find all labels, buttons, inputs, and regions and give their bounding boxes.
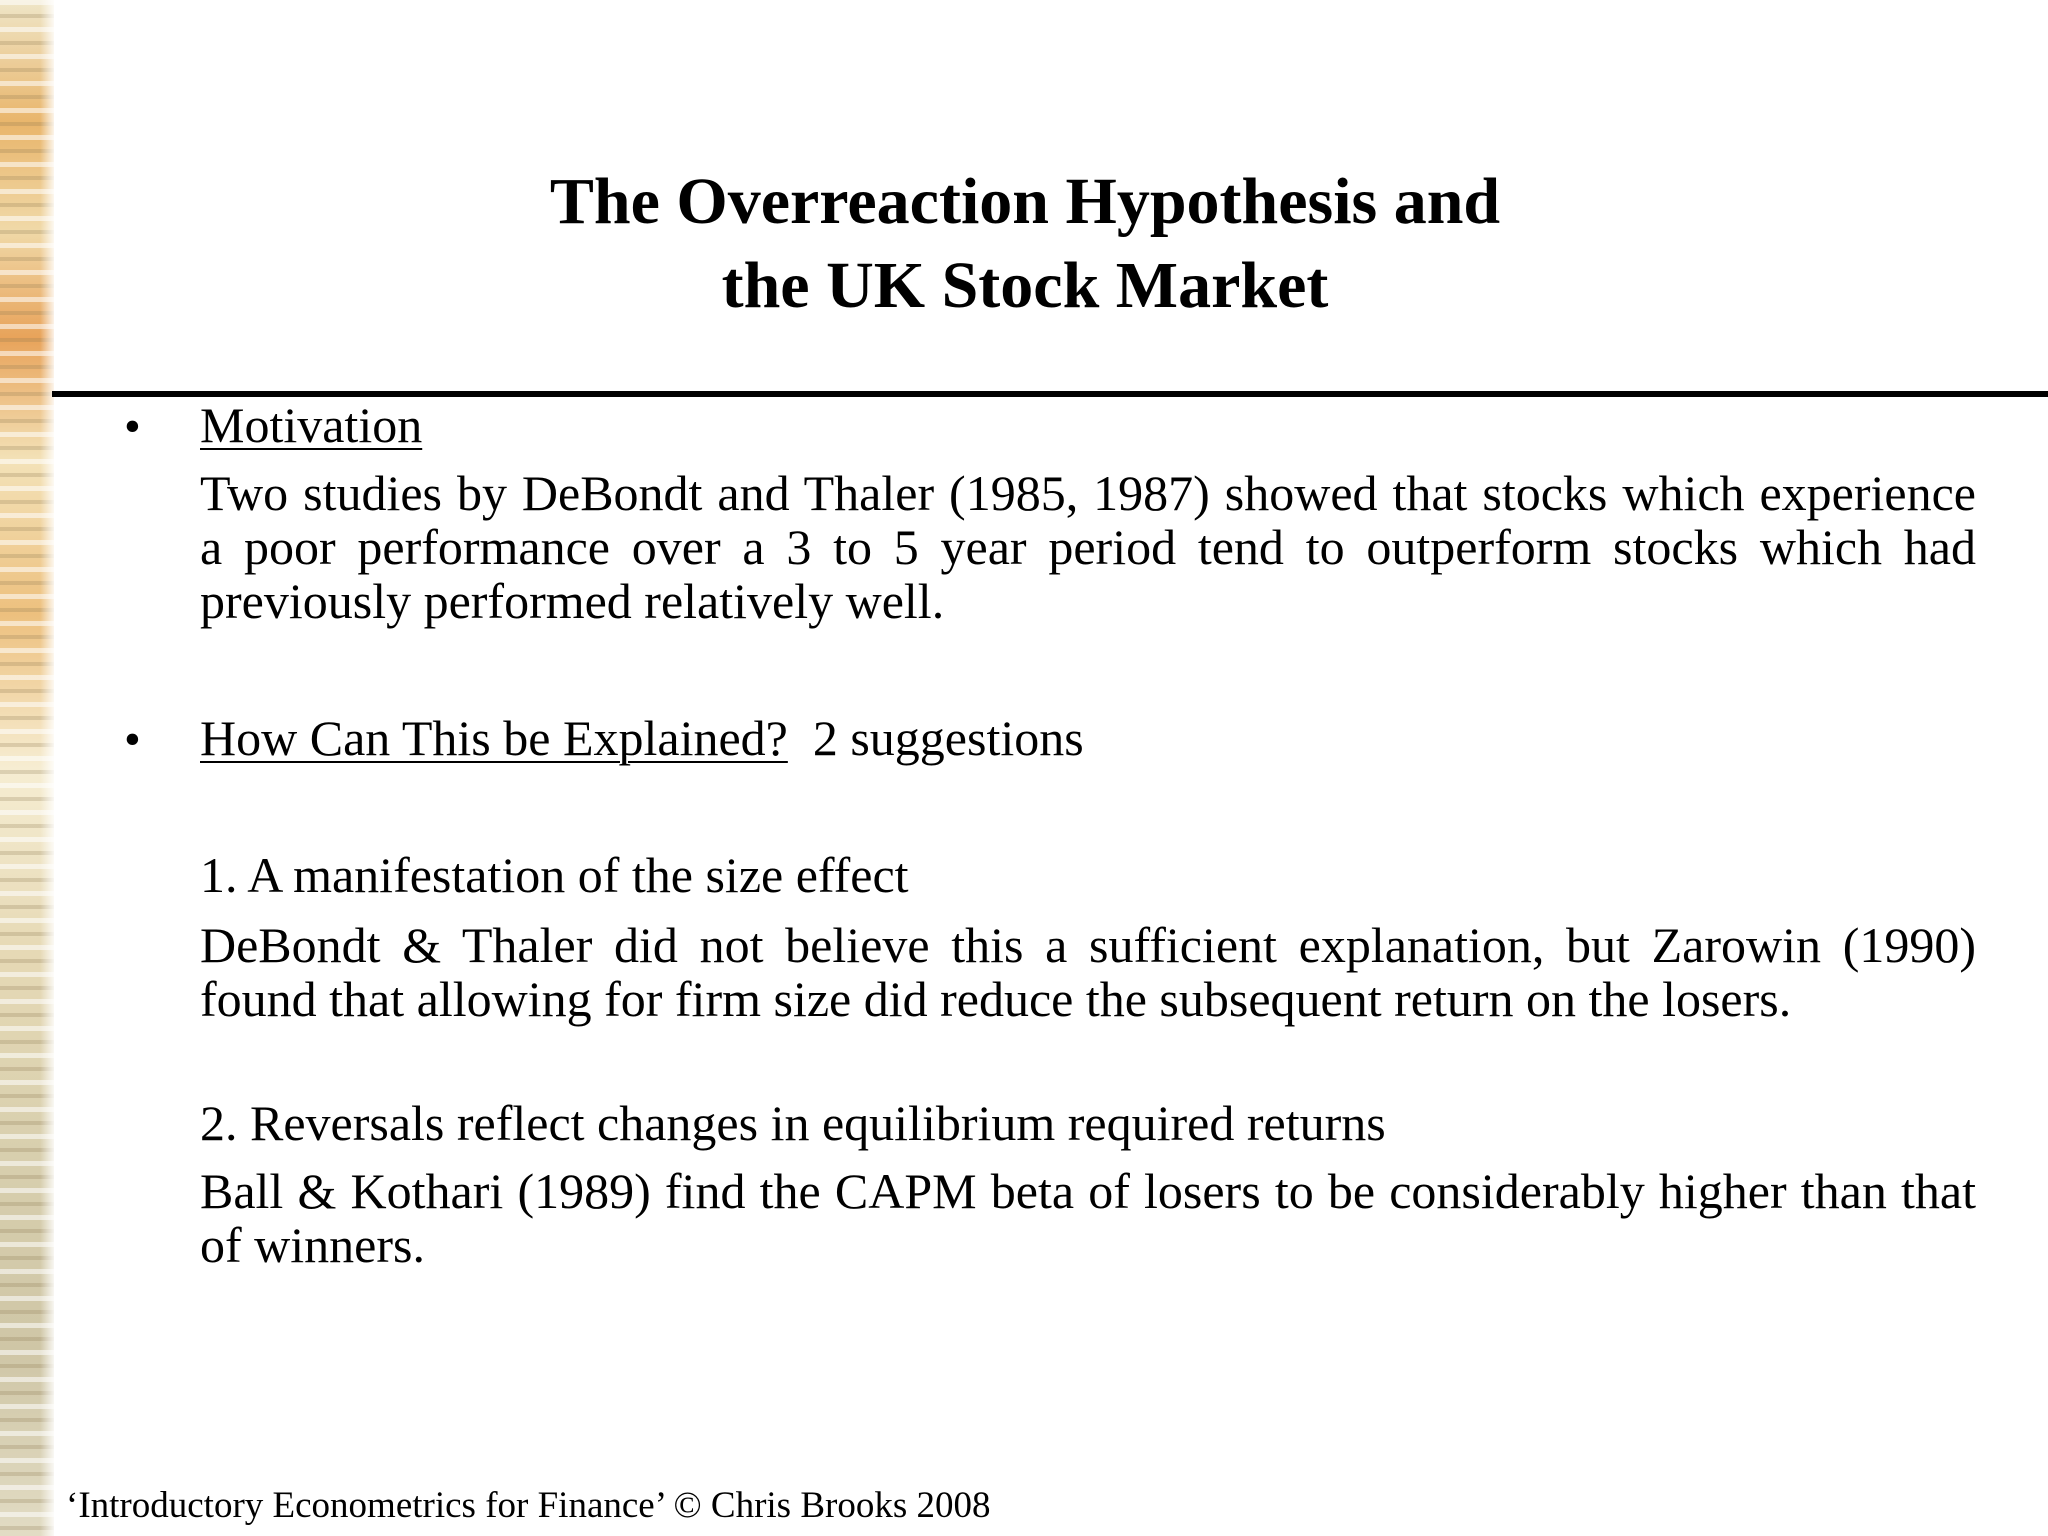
suggestion-2-text: Ball & Kothari (1989) find the CAPM beta of losers to be considerably higher than that of winners. <box>200 1163 1976 1273</box>
motivation-text: Two studies by DeBondt and Thaler (1985, 1987) showed that stocks which experience a poor performance over a 3 to 5 year period tend to outperform stocks which had previously performed relatively well. <box>200 465 1976 629</box>
explanation-heading <box>200 711 1976 765</box>
motivation-heading-text: Motivation <box>200 397 423 453</box>
suggestion-1-text: DeBondt & Thaler did not believe this a sufficient explanation, but Zarowin (1990) found that allowing for firm size did reduce the subsequent return on the losers. <box>200 917 1976 1027</box>
suggestion-1-title: 1. A manifestation of the size effect <box>200 847 909 903</box>
explanation-suffix: 2 suggestions <box>812 710 1084 766</box>
slide-footer: ‘Introductory Econometrics for Finance’ © Chris Brooks 2008 <box>66 1485 991 1526</box>
suggestion-2-title: 2. Reversals reflect changes in equilibrium required returns <box>200 1095 1386 1151</box>
bullet-motivation: • <box>124 400 141 453</box>
bullet-explanation: • <box>124 713 141 766</box>
motivation-heading <box>200 398 1976 452</box>
explanation-heading-text: How Can This be Explained? <box>200 710 788 766</box>
slide-title-line-1: The Overreaction Hypothesis and <box>549 165 1501 238</box>
slide-title-line-2: the UK Stock Market <box>721 249 1329 322</box>
